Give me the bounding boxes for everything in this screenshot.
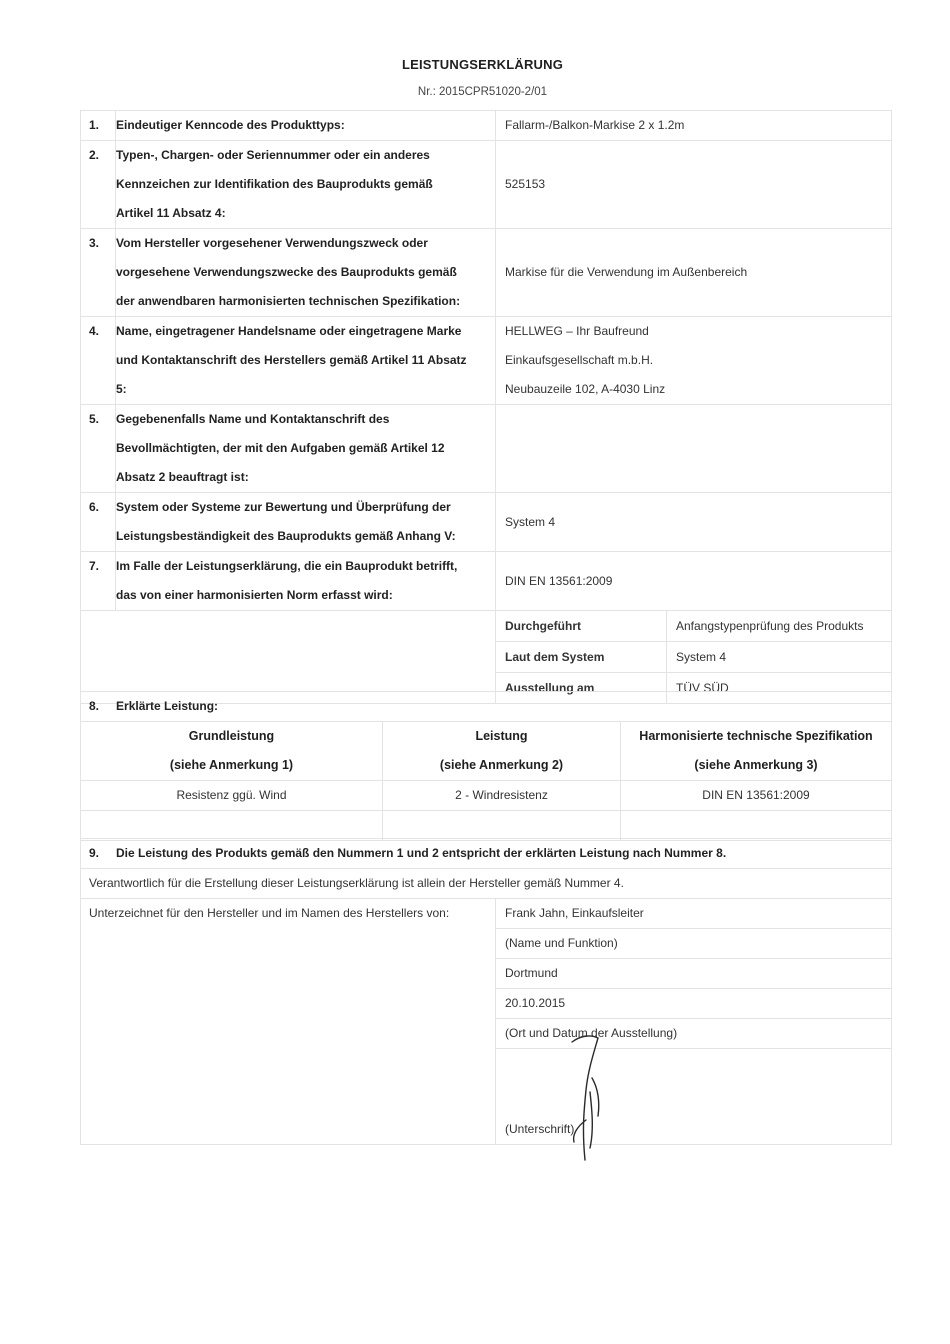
detail-spacer	[81, 611, 496, 704]
item-answer-line: Fallarm-/Balkon-Markise 2 x 1.2m	[505, 118, 685, 132]
item-question-line: vorgesehene Verwendungszwecke des Bauprodukts gemäß	[116, 265, 457, 279]
item-question-line: Absatz 2 beauftragt ist:	[116, 470, 249, 484]
detail-label: Durchgeführt	[505, 619, 581, 633]
item-number-cell	[81, 141, 116, 229]
item-question-line: der anwendbaren harmonisierten technischen Spezifikation:	[116, 294, 461, 308]
cell-performance: 2 - Windresistenz	[455, 788, 548, 802]
cell-characteristic: Resistenz ggü. Wind	[176, 788, 287, 802]
document-number: Nr.: 2015CPR51020-2/01	[417, 86, 548, 98]
item-answer-cell	[496, 552, 892, 611]
item-answer-line: DIN EN 13561:2009	[505, 573, 613, 588]
item-question-cell	[116, 405, 496, 493]
item-number: 1.	[89, 118, 100, 132]
item-number: 8.	[89, 699, 100, 713]
signatory-name: Frank Jahn, Einkaufsleiter	[505, 906, 644, 920]
detail-label: Laut dem System	[505, 650, 605, 664]
item-number-cell	[81, 493, 116, 552]
item-answer-cell	[496, 493, 892, 552]
item-question-line: das von einer harmonisierten Norm erfasst wird:	[116, 588, 393, 602]
detail-value: System 4	[676, 650, 727, 664]
declared-performance-label: Erklärte Leistung:	[116, 699, 219, 713]
item-question-line: System oder Systeme zur Bewertung und Überprüfung der	[116, 500, 451, 514]
item-row	[81, 493, 892, 552]
header-harmonised-spec-note: (siehe Anmerkung 3)	[694, 758, 818, 772]
conformity-statement: Die Leistung des Produkts gemäß den Nummern 1 und 2 entspricht der erklärten Leistung nach Nummer 8.	[116, 846, 727, 860]
detail-row	[81, 611, 892, 642]
item-number: 2.	[89, 148, 100, 162]
item-answer-cell	[496, 111, 892, 141]
item-question-line: und Kontaktanschrift des Herstellers gemäß Artikel 11 Absatz	[116, 353, 467, 367]
item-number-cell	[81, 111, 116, 141]
header-basic-characteristic-note: (siehe Anmerkung 1)	[169, 758, 294, 772]
item-number: 6.	[89, 500, 100, 514]
item-answer-cell	[496, 317, 892, 405]
detail-label-cell	[496, 611, 667, 642]
item-answer-line: HELLWEG – Ihr Baufreund	[505, 324, 649, 338]
item-answer-line: 525153	[505, 177, 546, 191]
item-question-line: Kennzeichen zur Identifikation des Bauprodukts gemäß	[116, 177, 433, 191]
place: Dortmund	[505, 966, 558, 980]
item-answer-line: System 4	[505, 514, 556, 529]
item-question-line: Bevollmächtigten, der mit den Aufgaben gemäß Artikel 12	[116, 441, 445, 455]
name-caption: (Name und Funktion)	[505, 936, 618, 950]
item-row	[81, 317, 892, 405]
item-question-line: Vom Hersteller vorgesehener Verwendungszweck oder	[116, 236, 428, 250]
responsibility-statement: Verantwortlich für die Erstellung dieser Leistungserklärung ist allein der Hersteller gemäß Nummer 4.	[89, 876, 624, 890]
item-row	[81, 229, 892, 317]
signature-table	[80, 838, 892, 1145]
item-answer-cell	[496, 405, 892, 493]
item-answer-line: Einkaufsgesellschaft m.b.H.	[505, 353, 654, 367]
item-question-cell	[116, 493, 496, 552]
signature-caption: (Unterschrift)	[505, 1122, 575, 1136]
item-question-line: Eindeutiger Kenncode des Produkttyps:	[116, 118, 345, 132]
item-question-cell	[116, 317, 496, 405]
item-answer-line: Neubauzeile 102, A-4030 Linz	[505, 382, 666, 396]
declaration-table	[80, 110, 892, 704]
detail-label: Ausstellung am	[505, 681, 595, 695]
item-question-cell	[116, 229, 496, 317]
handwritten-signature	[568, 1030, 608, 1165]
cell-spec: DIN EN 13561:2009	[702, 788, 810, 802]
header-basic-characteristic: Grundleistung	[188, 729, 275, 743]
item-row	[81, 111, 892, 141]
item-row	[81, 141, 892, 229]
item-number-cell	[81, 552, 116, 611]
item-question-line: Im Falle der Leistungserklärung, die ein Bauprodukt betrifft,	[116, 559, 458, 573]
document-title: LEISTUNGSERKLÄRUNG	[401, 57, 564, 72]
item-question-line: Name, eingetragener Handelsname oder eingetragene Marke	[116, 324, 462, 338]
header-performance-note: (siehe Anmerkung 2)	[439, 758, 564, 772]
item-question-cell	[116, 141, 496, 229]
item-question-line: Gegebenenfalls Name und Kontaktanschrift des	[116, 412, 390, 426]
item-question-cell	[116, 111, 496, 141]
item-number-cell	[81, 405, 116, 493]
item-row	[81, 552, 892, 611]
item-number: 4.	[89, 324, 100, 338]
item-number-cell	[81, 229, 116, 317]
date: 20.10.2015	[505, 996, 566, 1010]
performance-table	[80, 691, 892, 841]
item-question-line: Typen-, Chargen- oder Seriennummer oder ein anderes	[116, 148, 430, 162]
detail-label-cell	[496, 642, 667, 673]
header-performance: Leistung	[475, 729, 528, 743]
detail-value: Anfangstypenprüfung des Produkts	[676, 619, 864, 633]
item-number: 5.	[89, 412, 100, 426]
item-number: 9.	[89, 846, 100, 860]
item-question-line: Leistungsbeständigkeit des Bauprodukts gemäß Anhang V:	[116, 529, 456, 543]
item-answer-cell	[496, 141, 892, 229]
header-harmonised-spec: Harmonisierte technische Spezifikation	[639, 729, 873, 743]
item-answer-cell	[496, 229, 892, 317]
item-number: 7.	[89, 559, 100, 573]
item-number: 3.	[89, 236, 100, 250]
item-number-cell	[81, 317, 116, 405]
item-question-line: 5:	[116, 382, 127, 396]
detail-value-cell	[667, 611, 892, 642]
detail-value: TÜV SÜD	[676, 681, 729, 695]
item-question-cell	[116, 552, 496, 611]
place-date-caption: (Ort und Datum der Ausstellung)	[505, 1026, 678, 1040]
item-answer-line: Markise für die Verwendung im Außenbereich	[505, 265, 748, 279]
detail-value-cell	[667, 642, 892, 673]
signed-on-behalf-label: Unterzeichnet für den Hersteller und im Namen des Herstellers von:	[89, 906, 450, 920]
item-row	[81, 405, 892, 493]
item-question-line: Artikel 11 Absatz 4:	[116, 206, 226, 220]
